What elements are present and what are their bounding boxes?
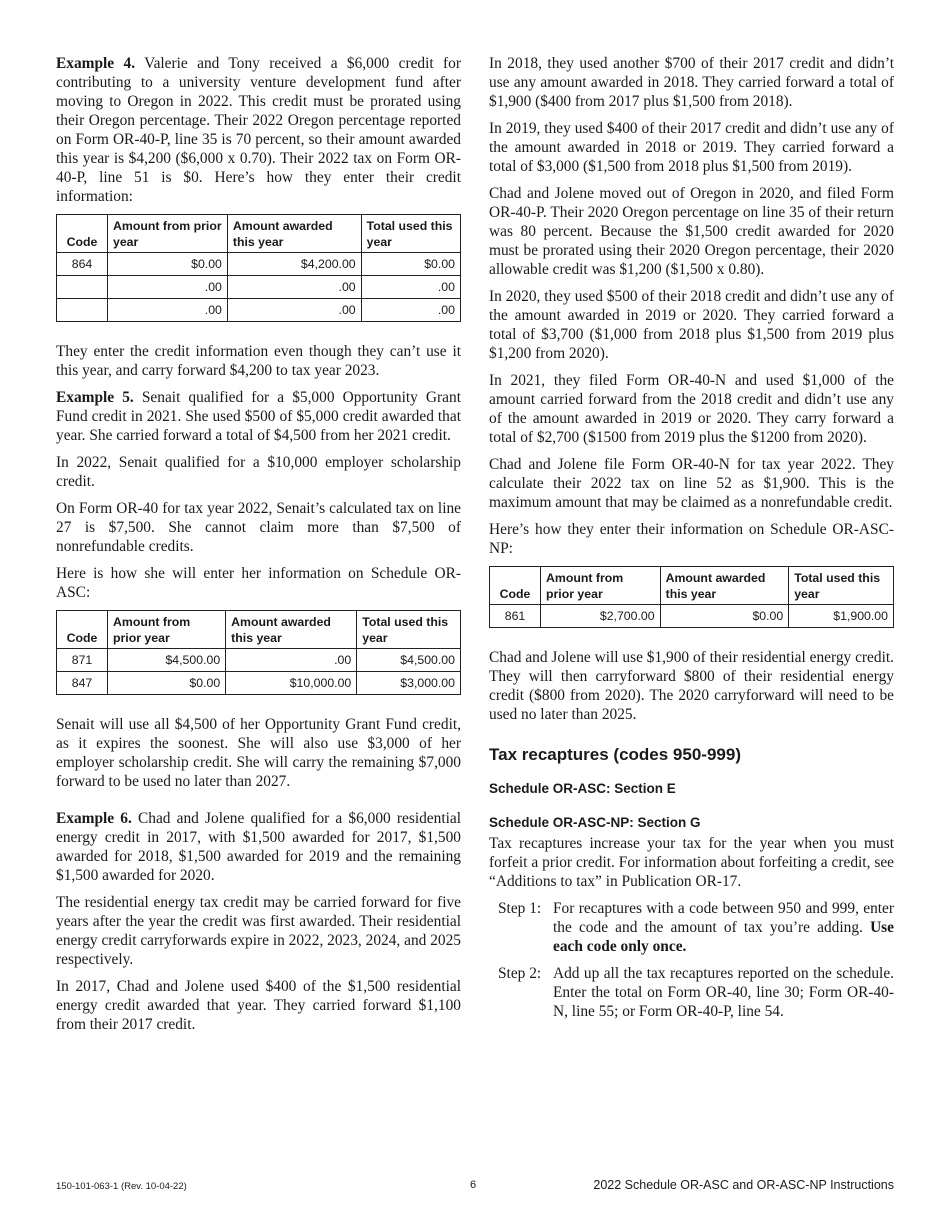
step-1: Step 1: For recaptures with a code between 950 and 999, enter the code and the amount of tax you’re adding. Use each code only once.: [489, 899, 894, 956]
paragraph: Chad and Jolene moved out of Oregon in 2020, and filed Form OR-40-P. Their 2020 Oregon percentage on line 35 of their return was 80 percent. Because the $1,500 credit awarded for 2020 must be prorated using their 2020 Oregon percentage, their 2020 allowable credit was $1,200 ($1,500 x 0.80).: [489, 185, 894, 278]
header-code: Code: [57, 215, 108, 253]
example-4-paragraph: Example 4. Valerie and Tony received a $6,000 credit for contributing to a university venture development fund after moving to Oregon in 2022. This credit must be prorated using their Oregon percentage. Their 2022 Oregon percentage reported on Form OR-40-P, line 35 is 70 percent, so their amount awarded this year is $4,200 ($6,000 x 0.70). Their 2022 tax on Form OR-40-P, line 51 is $0. Here’s how they enter their credit information:: [56, 55, 461, 205]
footer-title: 2022 Schedule OR-ASC and OR-ASC-NP Instructions: [593, 1178, 894, 1192]
footer-page-number: 6: [470, 1179, 477, 1191]
step-label: Step 1:: [498, 900, 542, 917]
table-row: [57, 672, 461, 695]
subheading-section-e: Schedule OR-ASC: Section E: [489, 781, 676, 796]
cell-prior: $0.00: [108, 253, 228, 276]
footer-form-number: 150-101-063-1 (Rev. 10-04-22): [56, 1181, 187, 1192]
example-6-paragraph: Example 6. Chad and Jolene qualified for a $6,000 residential energy credit in 2017, with $1,500 awarded for 2017, $1,500 awarded for 2018, $1,500 awarded for 2019 and the remaining $1,500 awarded for 2020.: [56, 810, 461, 884]
cell-code: 864: [57, 253, 108, 276]
example-5-paragraph: Example 5. Senait qualified for a $5,000 Opportunity Grant Fund credit in 2021. She used $500 of $5,000 credit awarded that year. She carried forward a total of $4,500 from her 2021 credit.: [56, 389, 461, 444]
cell-used: .00: [361, 276, 460, 299]
cell-awarded: $0.00: [660, 605, 789, 628]
table-row: [57, 276, 461, 299]
cell-used: $0.00: [361, 253, 460, 276]
header-amount-prior: Amount from prior year: [541, 567, 661, 605]
cell-awarded: $4,200.00: [227, 253, 361, 276]
cell-prior: $4,500.00: [108, 649, 226, 672]
paragraph: In 2021, they filed Form OR-40-N and used $1,000 of the amount carried forward from the 2018 credit and didn’t use any of the amount awarded in 2019 or 2020. They carry forward a total of $2,700 ($1500 from 2019 plus the $1200 from 2020).: [489, 372, 894, 446]
credit-table-example-6: [489, 566, 894, 628]
cell-used: $4,500.00: [357, 649, 461, 672]
header-code: Code: [490, 567, 541, 605]
cell-used: .00: [361, 299, 460, 322]
paragraph: Chad and Jolene file Form OR-40-N for tax year 2022. They calculate their 2022 tax on line 52 as $1,900. This is the maximum amount that may be claimed as a nonrefundable credit.: [489, 456, 894, 511]
header-amount-prior: Amount from prior year: [108, 611, 226, 649]
table-row: [57, 299, 461, 322]
paragraph: They enter the credit information even though they can’t use it this year, and carry forward $4,200 to tax year 2023.: [56, 343, 461, 379]
paragraph: In 2017, Chad and Jolene used $400 of the $1,500 residential energy credit awarded that year. They carried forward $1,100 from their 2017 credit.: [56, 978, 461, 1033]
cell-awarded: .00: [227, 299, 361, 322]
cell-code: 847: [57, 672, 108, 695]
header-amount-awarded: Amount awarded this year: [227, 215, 361, 253]
paragraph: In 2020, they used $500 of their 2018 credit and didn’t use any of the amount awarded in 2019 or 2020. They carried forward a total of $3,700 ($1,000 from 2018 plus $1,500 from 2019 plus $1,200 from 2020).: [489, 288, 894, 362]
paragraph: Senait will use all $4,500 of her Opportunity Grant Fund credit, as it expires the soonest. She will also use $3,000 of her employer scholarship credit. She will carry the remaining $7,000 forward to be used no later than 2027.: [56, 716, 461, 790]
table-row: [57, 253, 461, 276]
paragraph: Here is how she will enter her information on Schedule OR-ASC:: [56, 565, 461, 601]
section-heading: Tax recaptures (codes 950-999): [489, 745, 741, 764]
cell-prior: .00: [108, 276, 228, 299]
credit-table-example-5: [56, 610, 461, 695]
header-total-used: Total used this year: [357, 611, 461, 649]
paragraph: In 2019, they used $400 of their 2017 credit and didn’t use any of the amount awarded in 2018 or 2019. They carried forward a total of $3,000 ($1,500 from 2018 plus $1,500 from 2019).: [489, 120, 894, 175]
paragraph: On Form OR-40 for tax year 2022, Senait’s calculated tax on line 27 is $7,500. She cannot claim more than $7,500 of nonrefundable credits.: [56, 500, 461, 555]
cell-awarded: $10,000.00: [226, 672, 357, 695]
header-code: Code: [57, 611, 108, 649]
example-5-label: Example 5.: [56, 389, 134, 406]
step-2: Step 2: Add up all the tax recaptures reported on the schedule. Enter the total on Form OR-40, line 30; Form OR-40-N, line 55; or Form OR-40-P, line 54.: [489, 964, 894, 1021]
paragraph: Here’s how they enter their information on Schedule OR-ASC-NP:: [489, 521, 894, 557]
example-4-label: Example 4.: [56, 55, 136, 72]
subheading-section-g: Schedule OR-ASC-NP: Section G: [489, 815, 701, 830]
header-amount-awarded: Amount awarded this year: [660, 567, 789, 605]
example-6-label: Example 6.: [56, 810, 132, 827]
paragraph: Tax recaptures increase your tax for the year when you must forfeit a prior credit. For information about forfeiting a credit, see “Additions to tax” in Publication OR-17.: [489, 835, 894, 890]
paragraph: Chad and Jolene will use $1,900 of their residential energy credit. They will then carryforward $800 of their residential energy credit ($800 from 2020). The 2020 carryforward will need to be used no later than 2025.: [489, 649, 894, 723]
cell-used: $1,900.00: [789, 605, 894, 628]
cell-code: 861: [490, 605, 541, 628]
cell-code: [57, 299, 108, 322]
cell-code: [57, 276, 108, 299]
header-amount-awarded: Amount awarded this year: [226, 611, 357, 649]
cell-prior: .00: [108, 299, 228, 322]
cell-awarded: .00: [226, 649, 357, 672]
left-column: [56, 54, 461, 1042]
step-label: Step 2:: [498, 965, 542, 982]
paragraph: In 2022, Senait qualified for a $10,000 employer scholarship credit.: [56, 454, 461, 490]
table-row: [490, 605, 894, 628]
header-total-used: Total used this year: [361, 215, 460, 253]
header-amount-prior: Amount from prior year: [108, 215, 228, 253]
header-total-used: Total used this year: [789, 567, 894, 605]
cell-used: $3,000.00: [357, 672, 461, 695]
credit-table-example-4: [56, 214, 461, 322]
step-1-emphasis: Use each code only once.: [553, 919, 894, 955]
table-row: [57, 649, 461, 672]
right-column: [489, 54, 894, 1029]
cell-prior: $2,700.00: [541, 605, 661, 628]
cell-code: 871: [57, 649, 108, 672]
cell-prior: $0.00: [108, 672, 226, 695]
paragraph: In 2018, they used another $700 of their 2017 credit and didn’t use any amount awarded in 2018. They carried forward a total of $1,900 ($400 from 2017 plus $1,500 from 2018).: [489, 55, 894, 110]
cell-awarded: .00: [227, 276, 361, 299]
paragraph: The residential energy tax credit may be carried forward for five years after the year the credit was first awarded. Their residential energy credit carryforwards expire in 2022, 2023, 2024, and 2025 respectively.: [56, 894, 461, 968]
